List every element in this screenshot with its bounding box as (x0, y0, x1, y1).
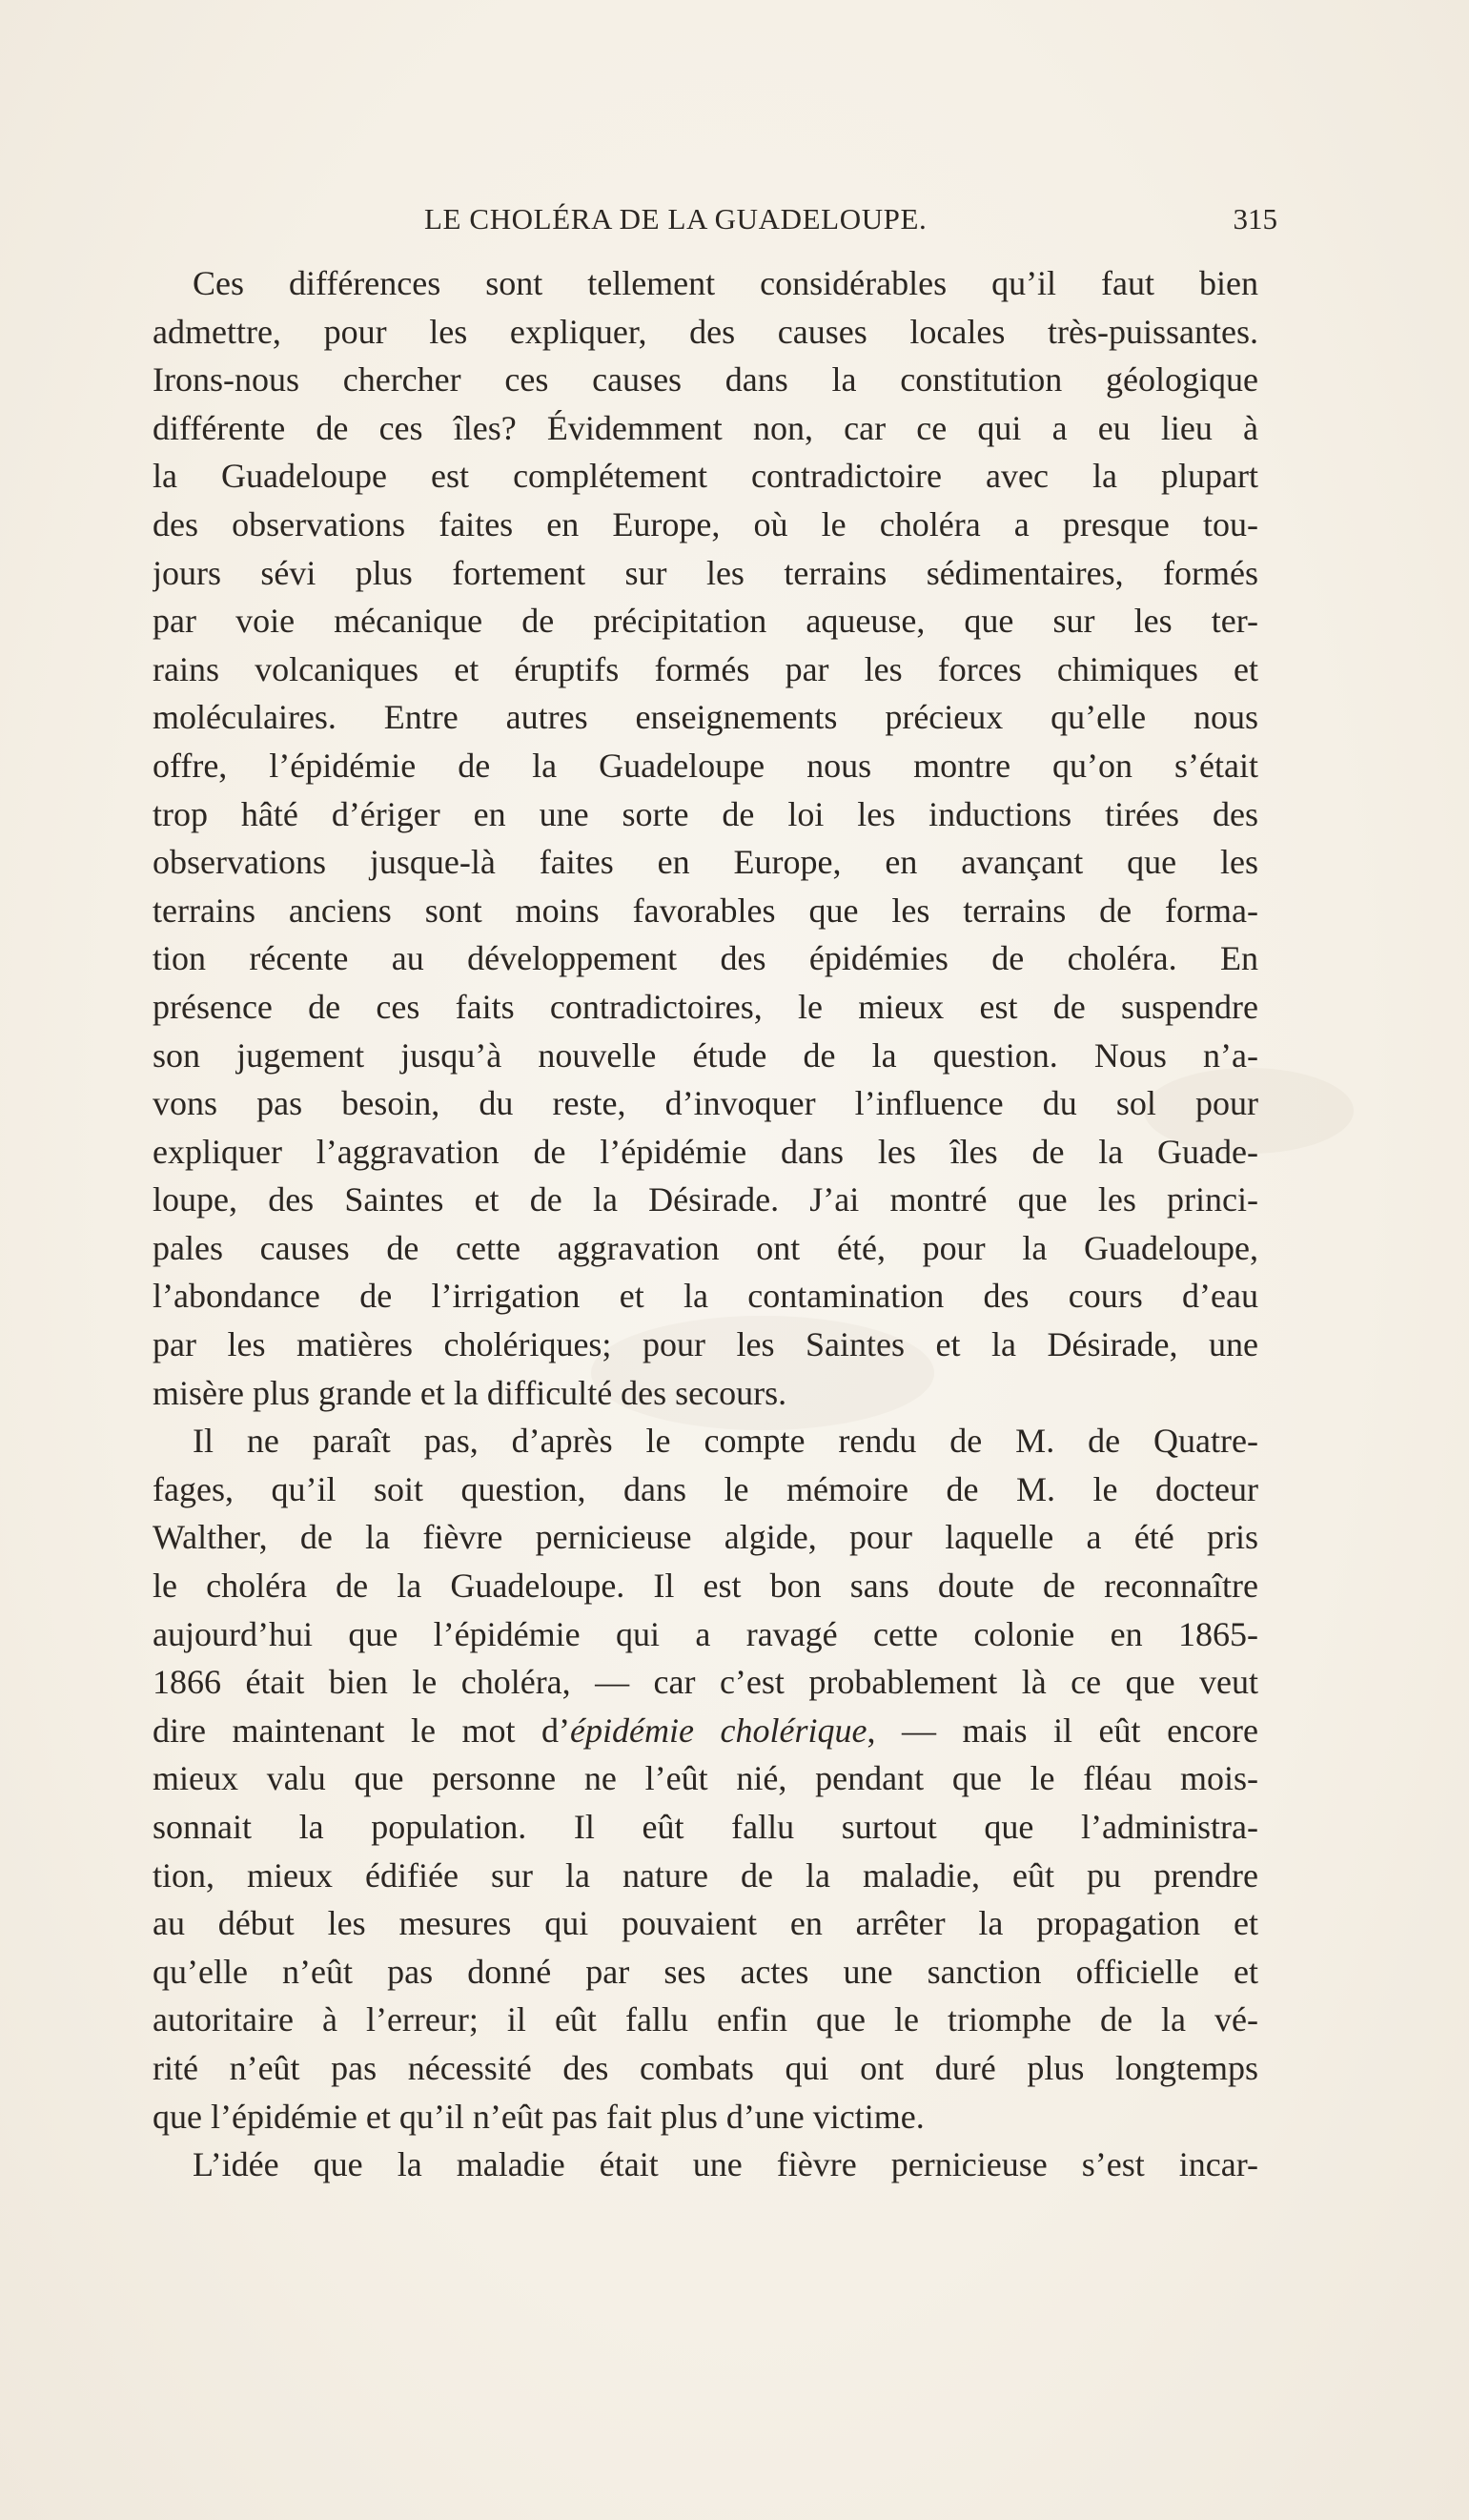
text-line: terrains anciens sont moins favorables que les terrains de forma- (153, 891, 1258, 930)
page-number: 315 (1233, 202, 1277, 236)
text-line: mieux valu que personne ne l’eût nié, pendant que le fléau mois- (153, 1759, 1258, 1798)
text-line: jours sévi plus fortement sur les terrains sédimentaires, formés (153, 553, 1258, 592)
running-title: LE CHOLÉRA DE LA GUADELOUPE. (424, 202, 928, 236)
text-line: loupe, des Saintes et de la Désirade. J’ai montré que les princi- (153, 1180, 1258, 1219)
text-line: des observations faites en Europe, où le choléra a presque tou- (153, 504, 1258, 543)
running-head (153, 202, 1277, 244)
text-line: présence de ces faits contradictoires, le mieux est de suspendre (153, 987, 1258, 1026)
text-line: moléculaires. Entre autres enseignements précieux qu’elle nous (153, 698, 1258, 737)
text-line: tion, mieux édifiée sur la nature de la maladie, eût pu prendre (153, 1855, 1258, 1895)
text-line: différente de ces îles? Évidemment non, car ce qui a eu lieu à (153, 408, 1258, 447)
text-line: Il ne paraît pas, d’après le compte rendu de M. de Quatre- (193, 1422, 1258, 1461)
text-line: pales causes de cette aggravation ont été, pour la Guadeloupe, (153, 1228, 1258, 1267)
text-line: au début les mesures qui pouvaient en arrêter la propagation et (153, 1904, 1258, 1943)
text-line: misère plus grande et la difficulté des secours. (153, 1373, 787, 1412)
text-line: vons pas besoin, du reste, d’invoquer l’influence du sol pour (153, 1084, 1258, 1123)
text-line: Walther, de la fièvre pernicieuse algide, pour laquelle a été pris (153, 1518, 1258, 1557)
text-line: offre, l’épidémie de la Guadeloupe nous montre qu’on s’était (153, 746, 1258, 785)
text-line: Ces différences sont tellement considérables qu’il faut bien (193, 264, 1258, 302)
text-line: l’abondance de l’irrigation et la contamination des cours d’eau (153, 1277, 1258, 1316)
text-line: que l’épidémie et qu’il n’eût pas fait plus d’une victime. (153, 2097, 925, 2136)
text-line: tion récente au développement des épidémies de choléra. En (153, 939, 1258, 978)
text-line: par voie mécanique de précipitation aqueuse, que sur les ter- (153, 602, 1258, 641)
text-line (153, 1707, 1258, 1755)
text-line: par les matières cholériques; pour les Saintes et la Désirade, une (153, 1325, 1258, 1364)
text-line: aujourd’hui que l’épidémie qui a ravagé cette colonie en 1865- (153, 1614, 1258, 1653)
text-line: Irons-nous chercher ces causes dans la constitution géologique (153, 360, 1258, 400)
text-line: 1866 était bien le choléra, — car c’est probablement là ce que veut (153, 1663, 1258, 1702)
text-line: expliquer l’aggravation de l’épidémie dans les îles de la Guade- (153, 1132, 1258, 1171)
text-line: observations jusque-là faites en Europe, en avançant que les (153, 843, 1258, 882)
text-line: rité n’eût pas nécessité des combats qui ont duré plus longtemps (153, 2048, 1258, 2087)
text-line: autoritaire à l’erreur; il eût fallu enfin que le triomphe de la vé- (153, 2000, 1258, 2039)
text-line: sonnait la population. Il eût fallu surtout que l’administra- (153, 1808, 1258, 1846)
text-line: rains volcaniques et éruptifs formés par les forces chimiques et (153, 649, 1258, 688)
text-line-segment: , — mais il eût encore (867, 1711, 1258, 1750)
italic-term: épidémie cholérique (570, 1711, 867, 1750)
text-line: son jugement jusqu’à nouvelle étude de la question. Nous n’a- (153, 1035, 1258, 1075)
text-line: qu’elle n’eût pas donné par ses actes une sanction officielle et (153, 1952, 1258, 1991)
text-line: L’idée que la maladie était une fièvre pernicieuse s’est incar- (193, 2145, 1258, 2184)
text-line: trop hâté d’ériger en une sorte de loi les inductions tirées des (153, 794, 1258, 833)
text-line: fages, qu’il soit question, dans le mémoire de M. le docteur (153, 1469, 1258, 1508)
text-line-segment: dire maintenant le mot d’ (153, 1711, 571, 1750)
text-line: le choléra de la Guadeloupe. Il est bon sans doute de reconnaître (153, 1567, 1258, 1606)
text-line: admettre, pour les expliquer, des causes locales très-puissantes. (153, 312, 1258, 351)
text-line: la Guadeloupe est complétement contradictoire avec la plupart (153, 457, 1258, 496)
body-text (153, 259, 1258, 2189)
